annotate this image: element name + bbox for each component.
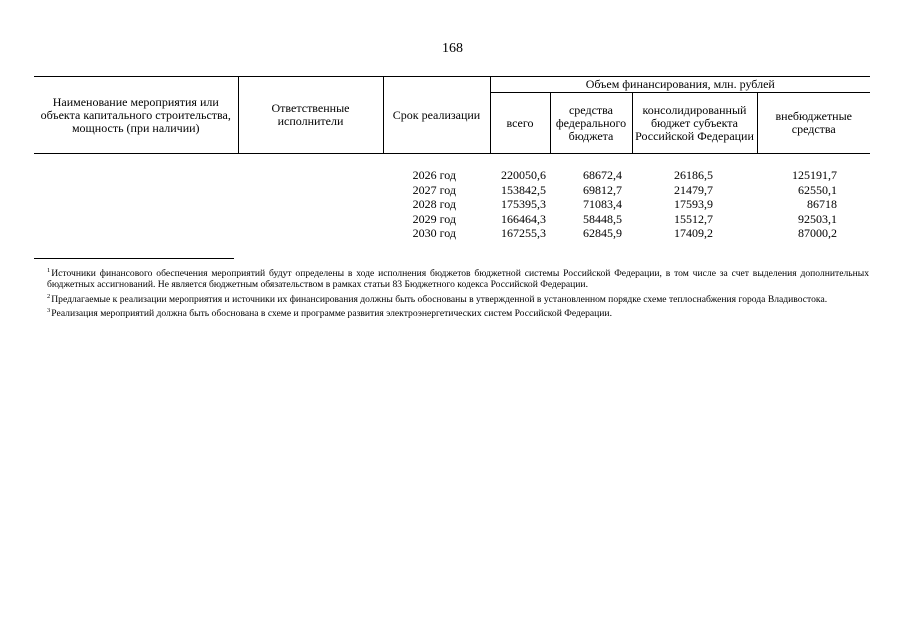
header-financing-group: Объем финансирования, млн. рублей bbox=[490, 77, 870, 93]
row-year: 2027 год bbox=[412, 182, 456, 197]
row-extra: 86718 bbox=[807, 197, 838, 211]
header-executors: Ответственные исполнители bbox=[238, 77, 383, 154]
table-row bbox=[34, 212, 870, 227]
row-federal: 58448,5 bbox=[583, 211, 622, 226]
footnotes bbox=[47, 265, 869, 320]
header-total: всего bbox=[490, 93, 550, 154]
row-total: 175395,3 bbox=[501, 197, 546, 211]
row-extra: 62550,1 bbox=[798, 182, 838, 197]
footnote-mark: 3 bbox=[47, 307, 51, 315]
table-row bbox=[34, 197, 870, 212]
row-extra: 87000,2 bbox=[798, 226, 838, 240]
row-year: 2026 год bbox=[412, 168, 456, 182]
footnote-text: Источники финансового обеспечения мероприятий будут определены в ходе исполнения бюджетов бюджетной системы Российской Федерации, в том числе за счет выделения дополнительных бюджетных ассигнований. Не является бюджетным обязательством в рамках статьи 83 Бюджетного кодекса Российской Федерации. bbox=[47, 268, 869, 291]
footnote-mark: 1 bbox=[47, 267, 51, 274]
header-name: Наименование мероприятия или объекта капитального строительства, мощность (при наличии) bbox=[34, 77, 238, 154]
footnote-text: Предлагаемые к реализации мероприятия и источники их финансирования должны быть обоснованы в утвержденной в установленном порядке схеме теплоснабжения города Владивостока. bbox=[51, 293, 828, 305]
footnote bbox=[47, 305, 869, 319]
row-regional: 17409,2 bbox=[674, 226, 713, 240]
table-row bbox=[34, 168, 870, 183]
row-federal: 62845,9 bbox=[583, 226, 622, 240]
header-regional: консолидированный бюджет субъекта Российской Федерации bbox=[632, 93, 757, 154]
header-period: Срок реализации bbox=[383, 77, 490, 154]
row-regional: 17593,9 bbox=[674, 197, 713, 211]
row-year: 2030 год bbox=[412, 226, 456, 240]
footnote-divider bbox=[34, 258, 234, 259]
row-extra: 125191,7 bbox=[792, 168, 838, 182]
footnote bbox=[47, 265, 869, 291]
row-federal: 71083,4 bbox=[583, 197, 622, 211]
table-row bbox=[34, 226, 870, 241]
row-total: 153842,5 bbox=[501, 182, 546, 197]
row-total: 166464,3 bbox=[501, 211, 546, 226]
footnote-mark: 2 bbox=[47, 292, 51, 300]
table-row bbox=[34, 183, 870, 198]
row-year: 2029 год bbox=[412, 211, 456, 226]
financing-table bbox=[34, 76, 870, 241]
footnote bbox=[47, 291, 869, 305]
header-federal: средства федерального бюджета bbox=[550, 93, 632, 154]
row-total: 220050,6 bbox=[501, 168, 546, 182]
row-total: 167255,3 bbox=[501, 226, 546, 240]
header-extra: внебюджетные средства bbox=[757, 93, 870, 154]
row-extra: 92503,1 bbox=[798, 211, 838, 226]
page-number: 168 bbox=[442, 41, 463, 56]
row-federal: 69812,7 bbox=[583, 182, 622, 197]
footnote-text: Реализация мероприятий должна быть обоснована в схеме и программе развития электроэнергетических систем Российской Федерации. bbox=[51, 308, 612, 320]
row-year: 2028 год bbox=[412, 197, 456, 211]
row-regional: 21479,7 bbox=[674, 182, 713, 197]
row-regional: 15512,7 bbox=[674, 211, 713, 226]
row-regional: 26186,5 bbox=[674, 168, 713, 182]
row-federal: 68672,4 bbox=[583, 168, 622, 182]
